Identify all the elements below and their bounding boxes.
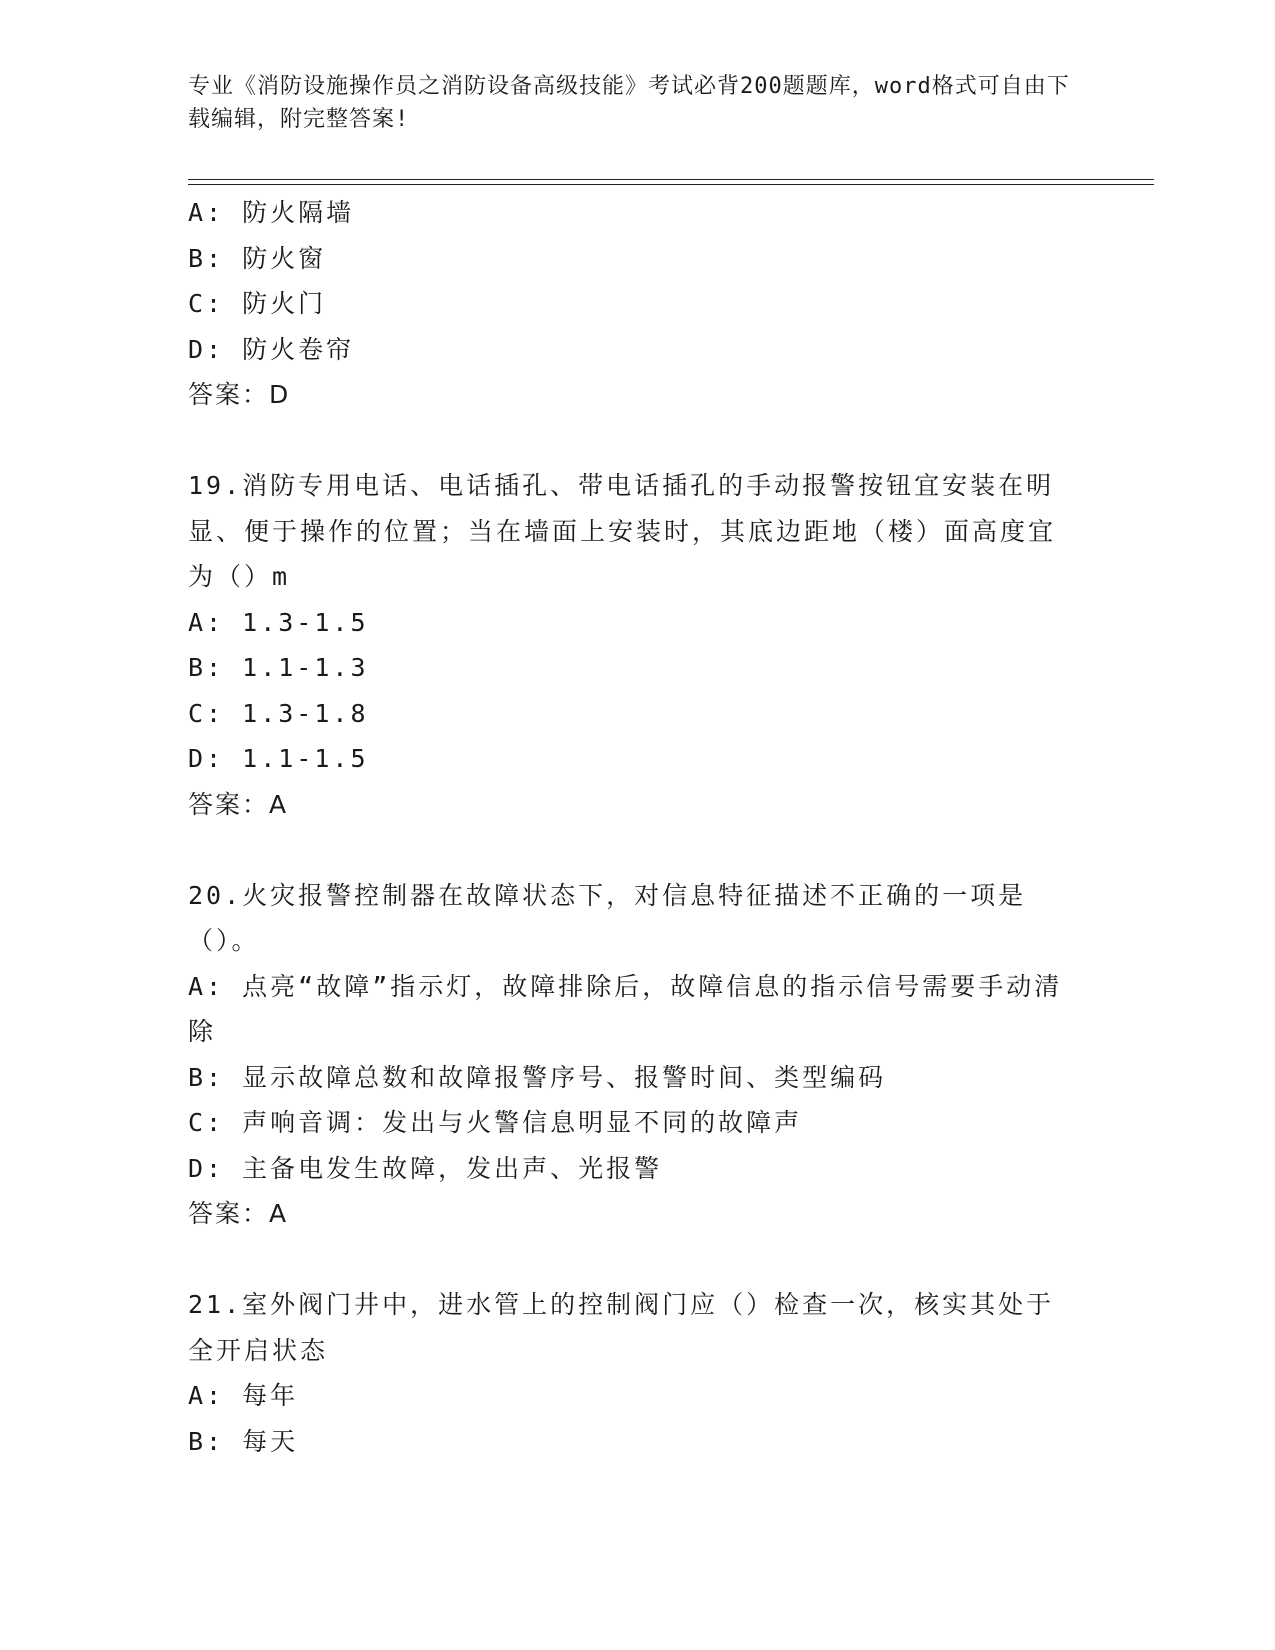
answer-label: 答案： — [188, 1199, 270, 1228]
option-a: A: 点亮“故障”指示灯，故障排除后，故障信息的指示信号需要手动清除 — [188, 971, 1063, 1046]
option-a: A: 每年 — [188, 1381, 299, 1410]
option-b: B: 1.1-1.3 — [188, 653, 369, 682]
answer-value: D — [269, 380, 291, 409]
option-b: B: 显示故障总数和故障报警序号、报警时间、类型编码 — [188, 1062, 887, 1092]
option-a: A: 1.3-1.5 — [188, 607, 369, 637]
option-a: A: 防火隔墙 — [188, 198, 355, 227]
question-text: 19.消防专用电话、电话插孔、带电话插孔的手动报警按钮宜安装在明显、便于操作的位置；当在墙面上安装时，其底边距地（楼）面高度宜为（）m — [188, 471, 1057, 591]
question-21 — [188, 1282, 1088, 1464]
header-rule-bottom — [188, 184, 1154, 185]
answer-line — [188, 782, 1088, 828]
question-text: 21.室外阀门井中，进水管上的控制阀门应（）检查一次，核实其处于全开启状态 — [188, 1290, 1055, 1365]
answer-label: 答案： — [188, 789, 270, 819]
option-d: D: 防火卷帘 — [188, 334, 355, 364]
option-b: B: 每天 — [188, 1426, 299, 1456]
answer-value: A — [269, 1199, 289, 1228]
answer-value: A — [269, 789, 289, 819]
question-content — [188, 190, 1088, 1464]
header-rule-top — [188, 179, 1154, 180]
option-d: D: 主备电发生故障，发出声、光报警 — [188, 1153, 663, 1183]
answer-label: 答案： — [188, 380, 270, 409]
option-c: C: 声响音调：发出与火警信息明显不同的故障声 — [188, 1108, 803, 1137]
question-text: 20.火灾报警控制器在故障状态下，对信息特征描述不正确的一项是（）。 — [188, 880, 1027, 955]
option-d: D: 1.1-1.5 — [188, 744, 369, 773]
option-b: B: 防火窗 — [188, 243, 327, 273]
answer-line — [188, 1191, 1088, 1237]
question-18-continued — [188, 190, 1088, 418]
question-19 — [188, 463, 1088, 827]
answer-line — [188, 372, 1088, 418]
document-header: 专业《消防设施操作员之消防设备高级技能》考试必背200题题库，word格式可自由下载编辑，附完整答案! — [188, 74, 1070, 132]
question-20 — [188, 873, 1088, 1237]
option-c: C: 1.3-1.8 — [188, 698, 369, 728]
option-c: C: 防火门 — [188, 289, 327, 318]
